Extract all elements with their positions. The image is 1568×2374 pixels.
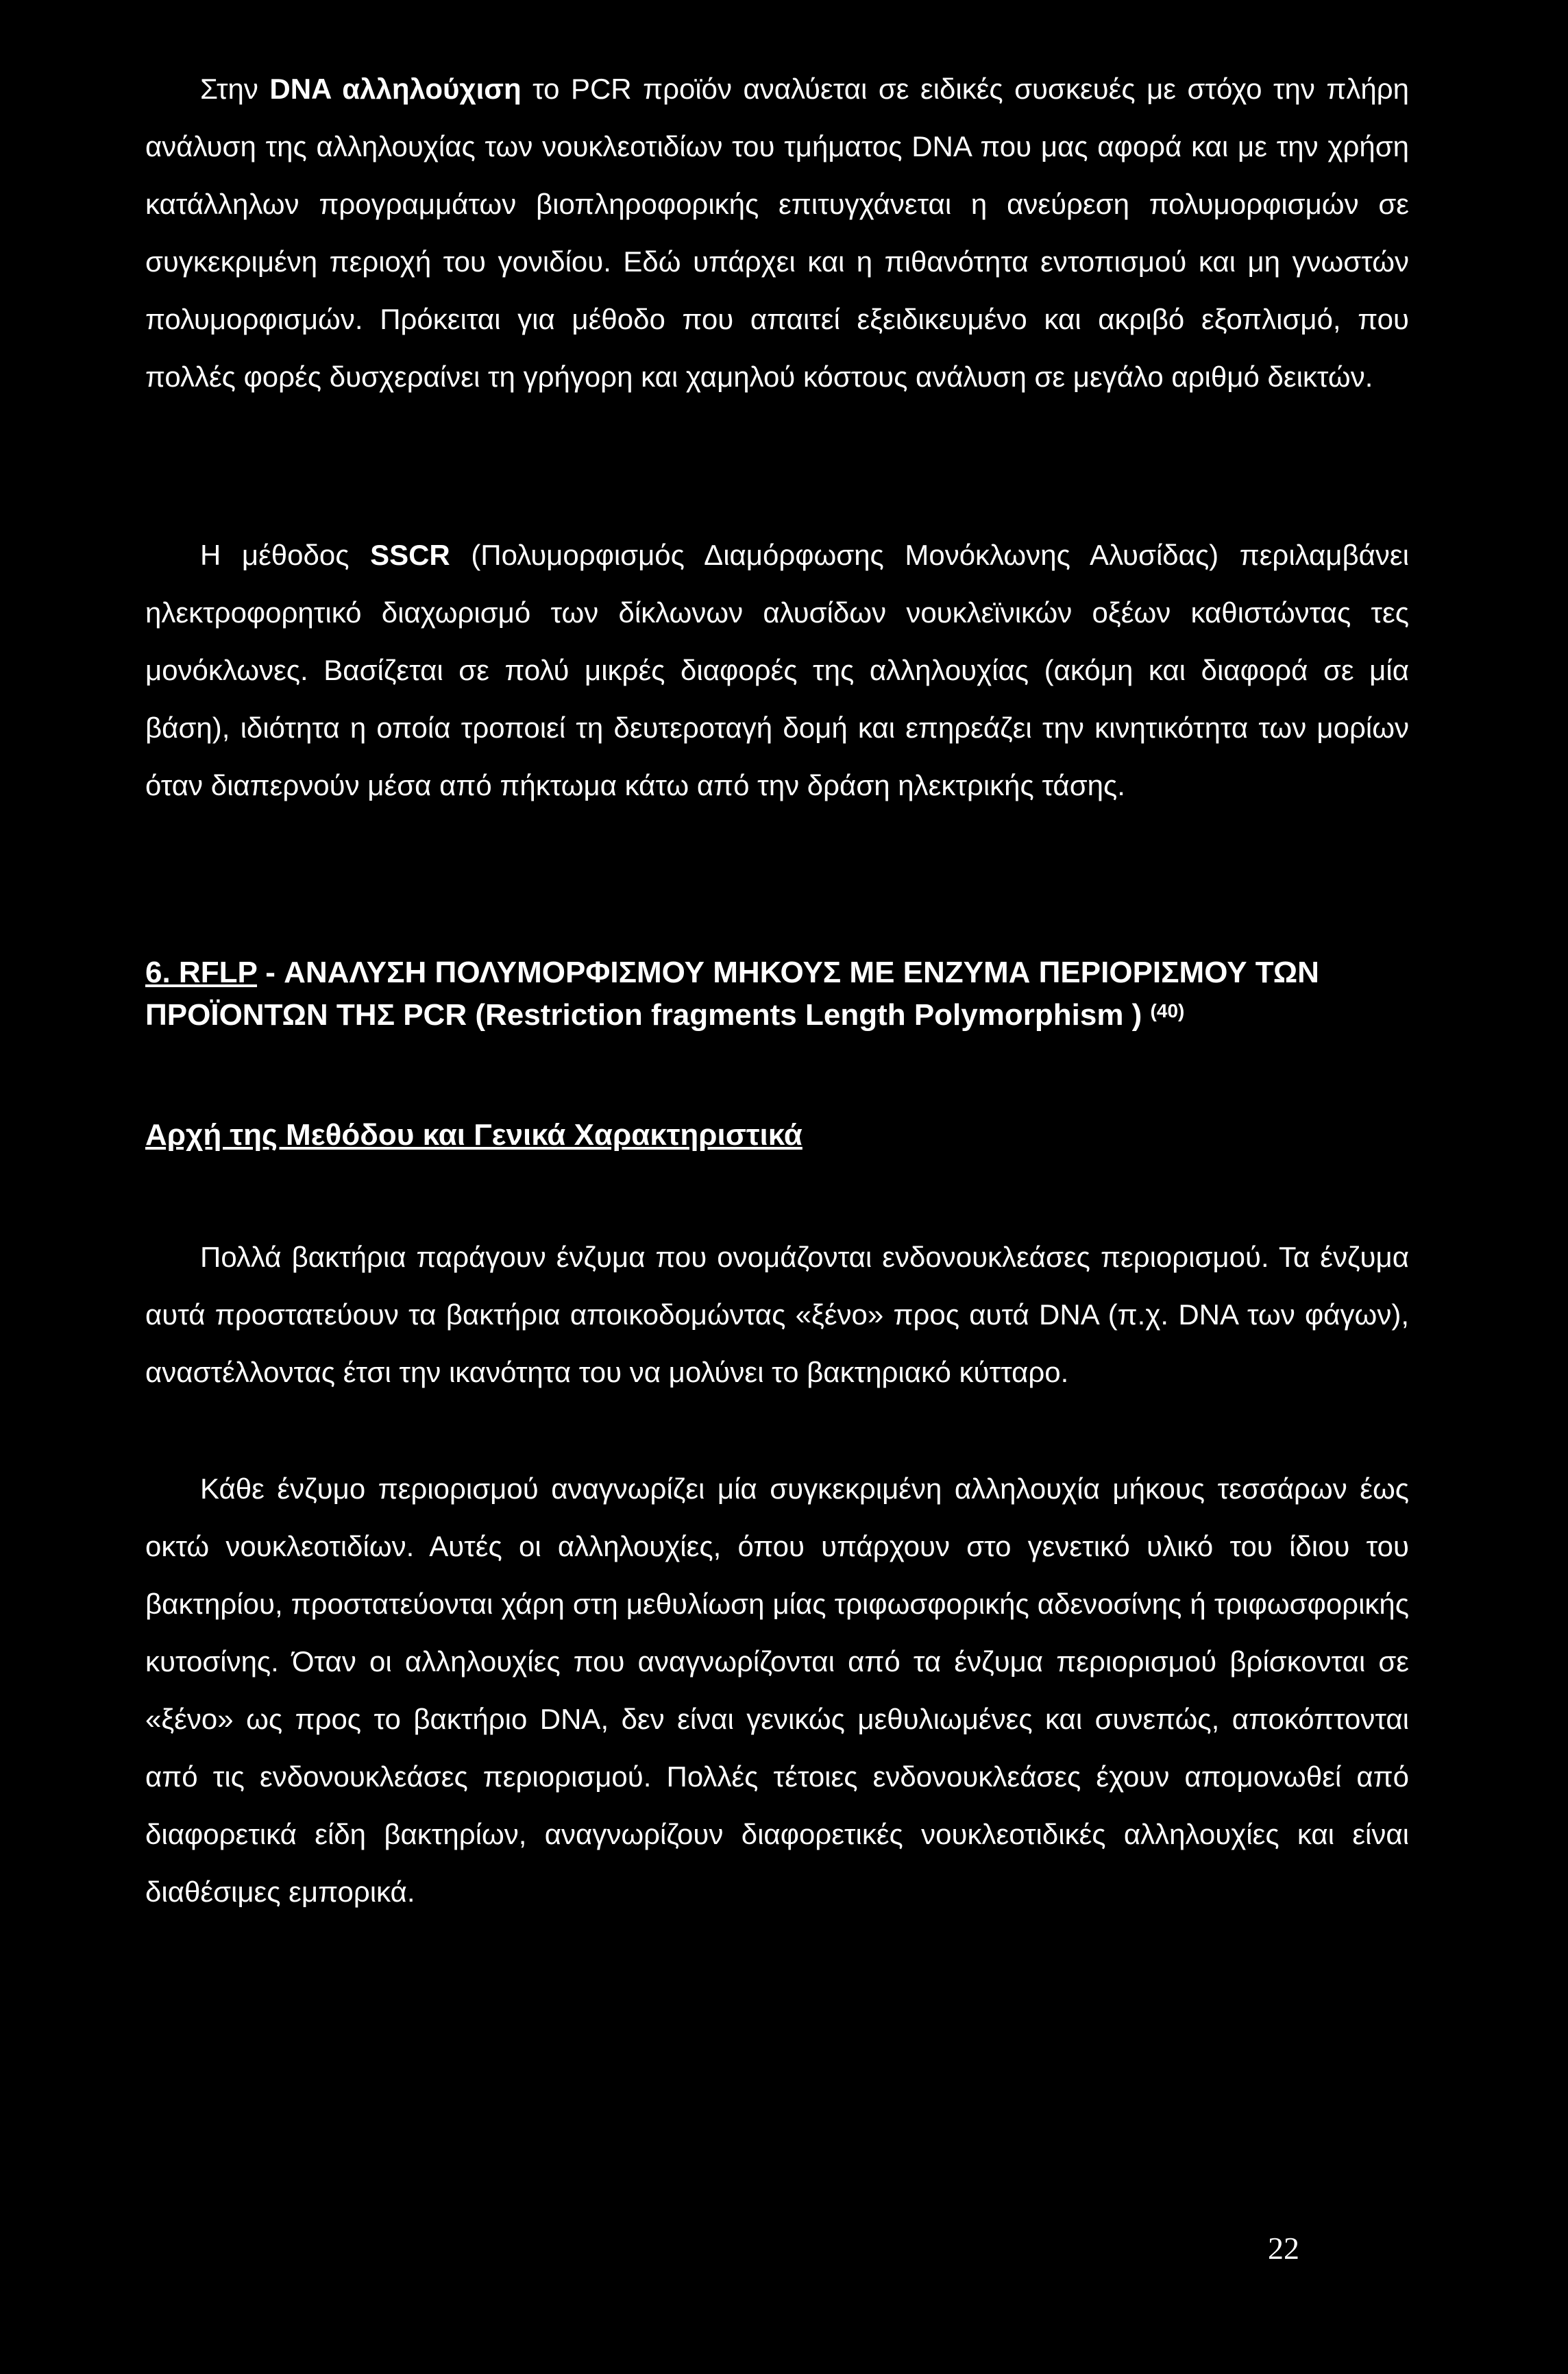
paragraph-body: (Πολυμορφισμός Διαμόρφωσης Μονόκλωνης Αλυσίδας) περιλαμβάνει ηλεκτροφορητικό διαχωρισμό των δίκλωνων αλυσίδων νουκλεϊνικών οξέων καθιστώντας τες μονόκλωνες. Βασίζεται σε πολύ μικρές διαφορές της αλληλουχίας (ακόμη και διαφορά σε μία βάση), ιδιότητα η οποία τροποιεί τη δευτεροταγή δομή και επηρεάζει την κινητικότητα των μορίων όταν διαπερνούν μέσα από πήκτωμα κάτω από την δράση ηλεκτρικής τάσης. <box>145 539 1409 801</box>
term-dna-sequencing: DNA αλληλούχιση <box>269 73 522 105</box>
reference-number: (40) <box>1150 1000 1185 1021</box>
paragraph-lead: Η μέθοδος <box>200 539 371 571</box>
paragraph-lead: Στην <box>200 73 270 105</box>
section-number-rflp: 6. RFLP <box>145 956 258 989</box>
paragraph-sscr-method <box>145 526 1409 814</box>
paragraph-body: το PCR προϊόν αναλύεται σε ειδικές συσκευές με στόχο την πλήρη ανάλυση της αλληλουχίας των νουκλεοτιδίων του τμήματος DNA που μας αφορά και με την χρήση κατάλληλων προγραμμάτων βιοπληροφορικής επιτυγχάνεται η ανεύρεση πολυμορφισμών σε συγκεκριμένη περιοχή του γονιδίου. Εδώ υπάρχει και η πιθανότητα εντοπισμού και μη γνωστών πολυμορφισμών. Πρόκειται για μέθοδο που απαιτεί εξειδικευμένο και ακριβό εξοπλισμό, που πολλές φορές δυσχεραίνει τη γρήγορη και χαμηλού κόστους ανάλυση σε μεγάλο αριθμό δεικτών. <box>145 73 1409 393</box>
paragraph-restriction-enzymes: Πολλά βακτήρια παράγουν ένζυμα που ονομάζονται ενδονουκλεάσες περιορισμού. Τα ένζυμα αυτά προστατεύουν τα βακτήρια αποικοδομώντας «ξένο» προς αυτά DNA (π.χ. DNA των φάγων), αναστέλλοντας έτσι την ικανότητα του να μολύνει το βακτηριακό κύτταρο. <box>145 1241 1409 1388</box>
subheading-method-principle: Αρχή της Μεθόδου και Γενικά Χαρακτηριστικά <box>145 1118 803 1152</box>
paragraph-dna-sequencing <box>145 60 1409 406</box>
page-number: 22 <box>1268 2231 1299 2266</box>
term-sscr: SSCR <box>370 539 450 571</box>
section-heading-rflp <box>145 952 1409 1037</box>
section-title: - ΑΝΑΛΥΣΗ ΠΟΛΥΜΟΡΦΙΣΜΟΥ ΜΗΚΟΥΣ ΜΕ ΕΝΖΥΜΑ ΠΕΡΙΟΡΙΣΜΟΥ ΤΩΝ ΠΡΟΪΟΝΤΩΝ ΤΗΣ PCR (Restriction fragments Length Polymorphism ) <box>145 956 1319 1032</box>
paragraph-recognition-sequences: Κάθε ένζυμο περιορισμού αναγνωρίζει μία συγκεκριμένη αλληλουχία μήκους τεσσάρων έως οκτώ νουκλεοτιδίων. Αυτές οι αλληλουχίες, όπου υπάρχουν στο γενετικό υλικό του ίδιου του βακτηρίου, προστατεύονται χάρη στη μεθυλίωση μίας τριφωσφορικής αδενοσίνης ή τριφωσφορικής κυτοσίνης. Όταν οι αλληλουχίες που αναγνωρίζονται από τα ένζυμα περιορισμού βρίσκονται σε «ξένο» ως προς το βακτήριο DNA, δεν είναι γενικώς μεθυλιωμένες και συνεπώς, αποκόπτονται από τις ενδονουκλεάσες περιορισμού. Πολλές τέτοιες ενδονουκλεάσες έχουν απομονωθεί από διαφορετικά είδη βακτηρίων, αναγνωρίζουν διαφορετικές νουκλεοτιδικές αλληλουχίες και είναι διαθέσιμες εμπορικά. <box>145 1473 1409 1908</box>
